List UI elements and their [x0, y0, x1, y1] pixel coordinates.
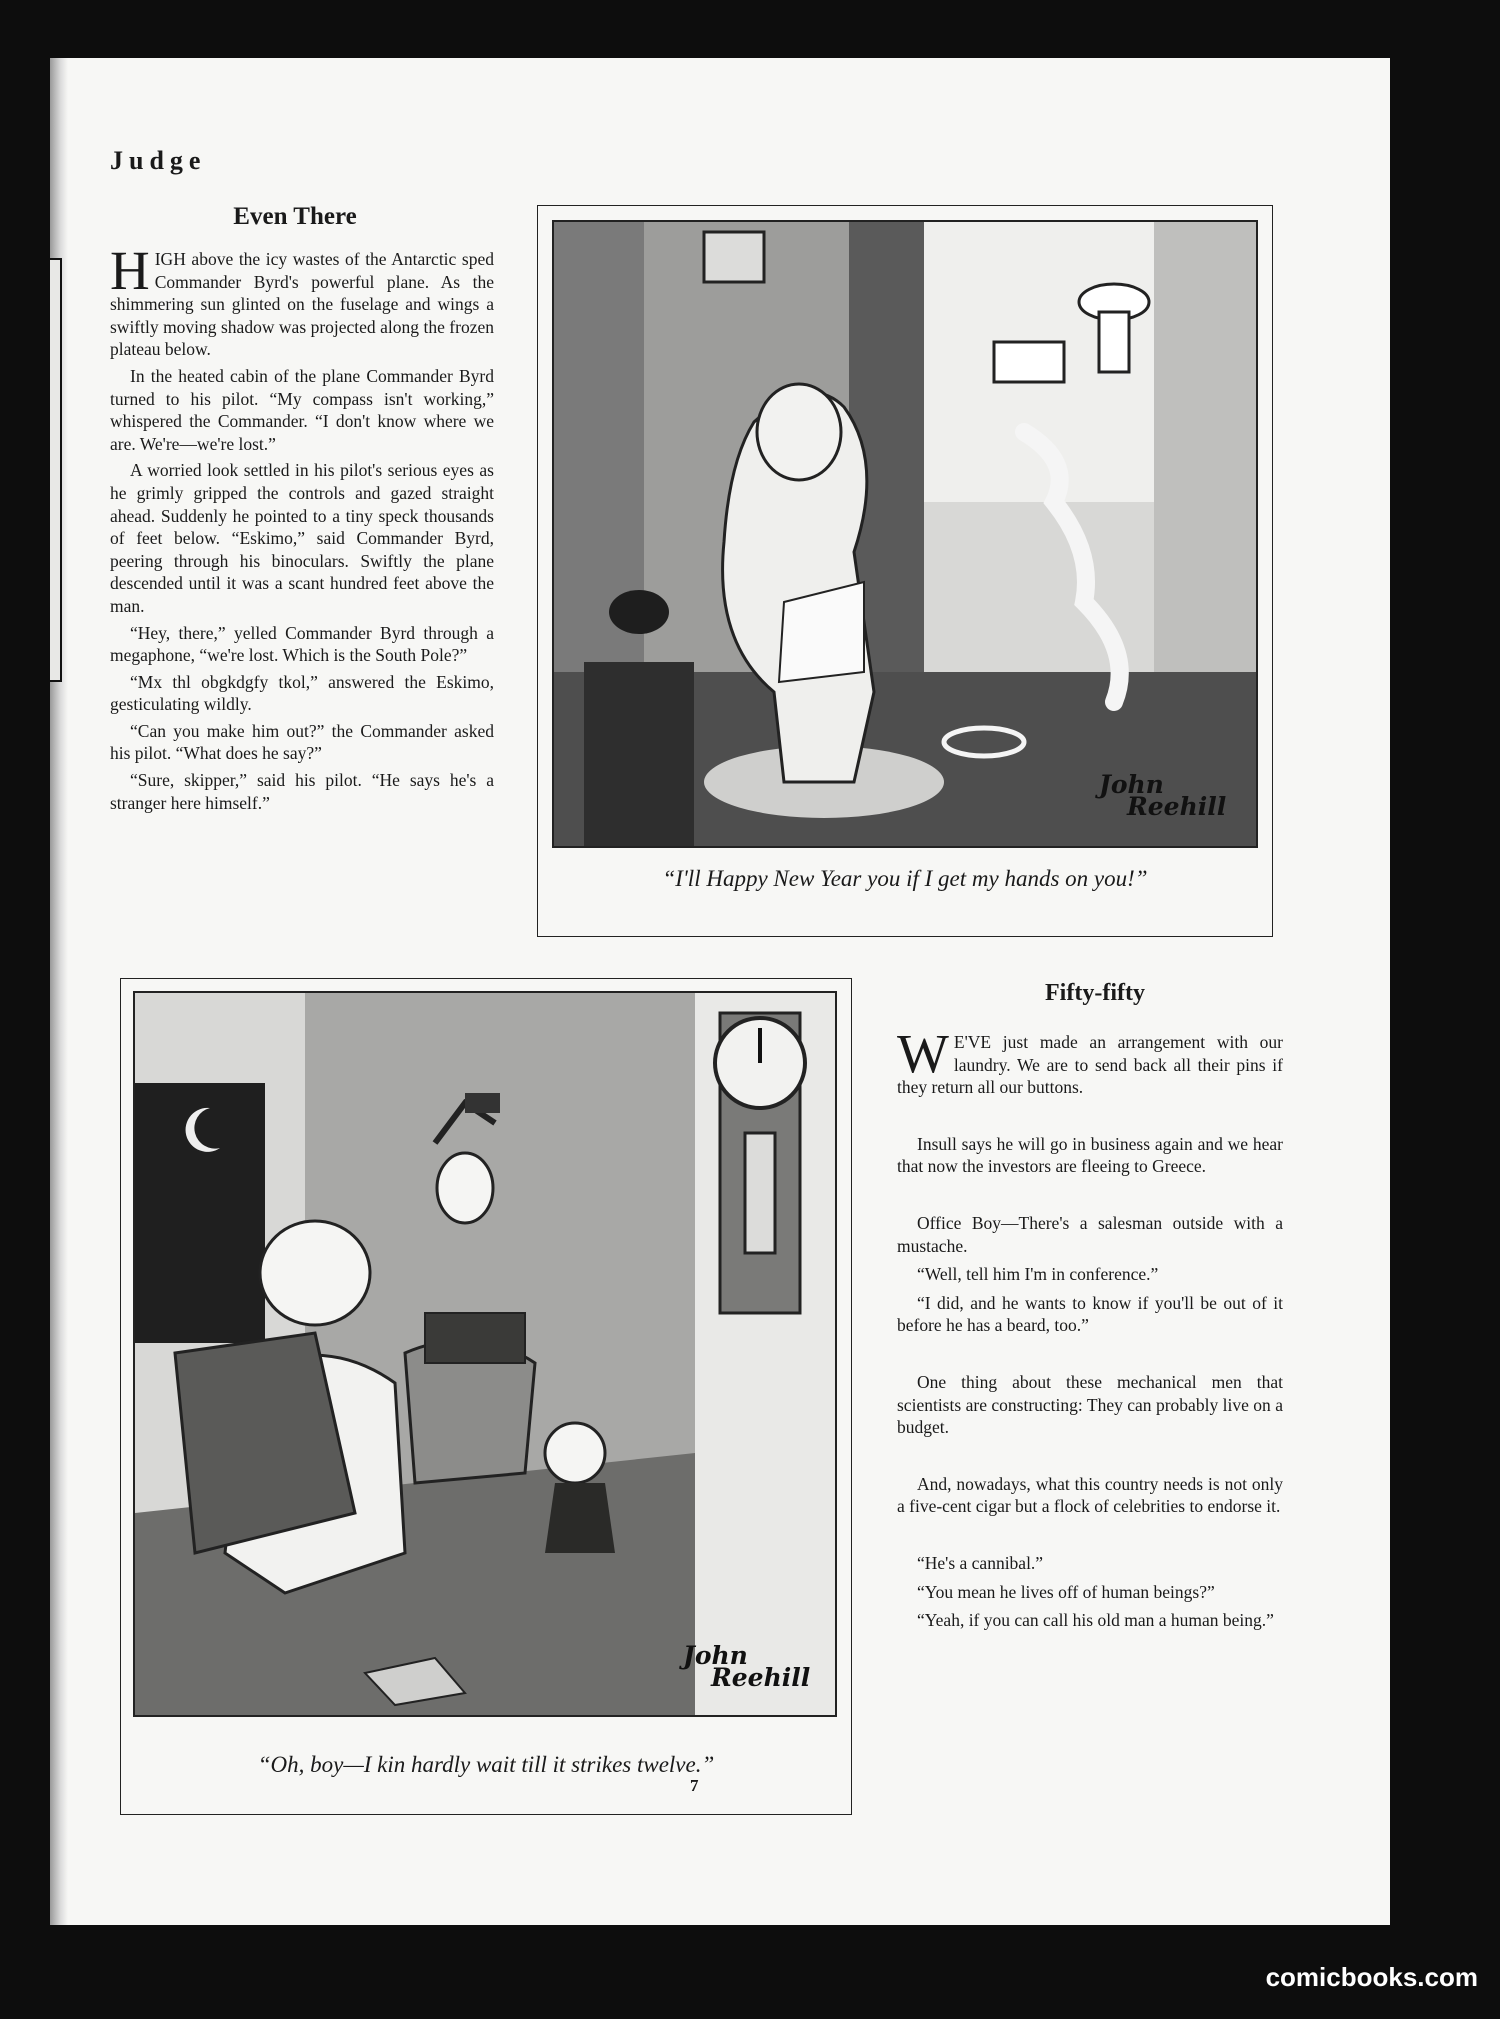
article-title-fifty-fifty: Fifty-fifty: [1045, 980, 1145, 1006]
cartoon-drawing: [554, 222, 1256, 846]
cartoon-drawing: [135, 993, 835, 1715]
article-paragraph: In the heated cabin of the plane Commander Byrd turned to his pilot. “My compass isn't working,” whispered the Commander. “I don't know where we are. We're—we're lost.”: [110, 365, 494, 454]
article-title-even-there: Even There: [233, 203, 357, 230]
article-paragraph: A worried look settled in his pilot's serious eyes as he grimly gripped the controls and gazed straight ahead. Suddenly he pointed to a tiny speck thousands of feet below. “Eskimo,” said Commander Byrd, peering through his binoculars. Swiftly the plane descended until it was a scant hundred feet above the man.: [110, 460, 494, 616]
article-paragraph: “Can you make him out?” the Commander asked his pilot. “What does he say?”: [110, 720, 494, 764]
drop-cap: H: [110, 240, 150, 301]
magazine-page: [50, 58, 1390, 1925]
article-paragraph: HIGH above the icy wastes of the Antarctic sped Commander Byrd's powerful plane. As the shimmering sun glinted on the fuselage and wings a swiftly moving shadow was projected along the frozen plateau below.: [110, 240, 494, 360]
site-watermark: comicbooks.com: [1265, 1962, 1478, 1992]
cartoon-illustration-boy-hammer: [133, 991, 837, 1717]
article-paragraph: “Sure, skipper,” said his pilot. “He says he's a stranger here himself.”: [110, 770, 494, 813]
cartoon-caption: “Oh, boy—I kin hardly wait till it strikes twelve.”: [257, 1752, 715, 1777]
article-paragraph: “Hey, there,” yelled Commander Byrd through a megaphone, “we're lost. Which is the South Pole?”: [110, 622, 494, 666]
joke-item: And, nowadays, what this country needs is not only a five-cent cigar but a flock of celebrities to endorse it.: [897, 1473, 1283, 1517]
cartoon-caption: “I'll Happy New Year you if I get my hands on you!”: [662, 866, 1148, 891]
drop-cap: W: [897, 1023, 949, 1084]
joke-item: W E'VE just made an arrangement with our laundry. We are to send back all their pins if they return all our buttons.: [897, 1023, 1283, 1098]
joke-item: One thing about these mechanical men that scientists are constructing: They can probably live on a budget.: [897, 1371, 1283, 1438]
cartoon-frame-midnight: [120, 978, 852, 1815]
cartoon-illustration-angry-man: [552, 220, 1258, 848]
article-body-fifty-fifty: [897, 1023, 1283, 1638]
joke-item: Insull says he will go in business again and we hear that now the investors are fleeing to Greece.: [897, 1133, 1283, 1177]
artist-signature: John Reehill: [683, 1641, 811, 1692]
article-body-even-there: [110, 240, 494, 818]
artist-signature: John Reehill: [1099, 770, 1227, 821]
joke-item: Office Boy—There's a salesman outside with a mustache. “Well, tell him I'm in conference.” “I did, and he wants to know if you'll be out of it before he has a beard, too.”: [897, 1212, 1283, 1336]
facing-page-edge: [50, 258, 62, 682]
page-number: 7: [690, 1776, 699, 1795]
article-paragraph: “Mx thl obgkdgfy tkol,” answered the Eskimo, gesticulating wildly.: [110, 671, 494, 715]
masthead: Judge: [110, 146, 207, 175]
joke-item: “He's a cannibal.” “You mean he lives off of human beings?” “Yeah, if you can call his old man a human being.”: [917, 1552, 1274, 1631]
cartoon-frame-new-year: [537, 205, 1273, 937]
